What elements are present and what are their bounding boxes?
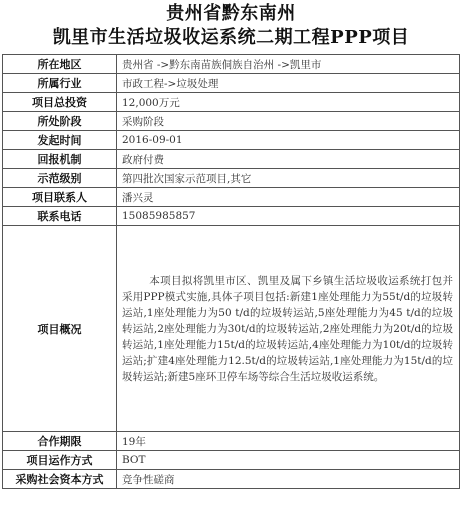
table-row <box>3 188 460 207</box>
row-label-region: 所在地区 <box>3 55 117 74</box>
row-value-operation-mode: BOT <box>117 451 460 470</box>
row-value-term: 19年 <box>117 432 460 451</box>
row-label-operation-mode: 项目运作方式 <box>3 451 117 470</box>
row-value-demo-level: 第四批次国家示范项目,其它 <box>117 169 460 188</box>
table-row <box>3 451 460 470</box>
title-line-1: 贵州省黔东南州 <box>166 3 296 24</box>
row-value-phone: 15085985857 <box>117 207 460 226</box>
row-value-industry: 市政工程->垃圾处理 <box>117 74 460 93</box>
table-row <box>3 112 460 131</box>
row-label-start-date: 发起时间 <box>3 131 117 150</box>
table-row <box>3 470 460 489</box>
table-row <box>3 169 460 188</box>
document-title <box>0 0 462 50</box>
title-line-2: 凯里市生活垃圾收运系统二期工程PPP项目 <box>52 27 410 48</box>
row-value-return-mechanism: 政府付费 <box>117 150 460 169</box>
row-label-overview: 项目概况 <box>3 226 117 432</box>
table-row <box>3 432 460 451</box>
table-row <box>3 150 460 169</box>
row-label-return-mechanism: 回报机制 <box>3 150 117 169</box>
row-value-investment: 12,000万元 <box>117 93 460 112</box>
project-info-table <box>2 54 460 489</box>
row-value-contact: 潘兴灵 <box>117 188 460 207</box>
row-label-demo-level: 示范级别 <box>3 169 117 188</box>
table-row <box>3 93 460 112</box>
table-row <box>3 207 460 226</box>
table-row <box>3 74 460 93</box>
row-label-phone: 联系电话 <box>3 207 117 226</box>
table-row <box>3 131 460 150</box>
row-label-investment: 项目总投资 <box>3 93 117 112</box>
row-value-start-date: 2016-09-01 <box>117 131 460 150</box>
row-label-stage: 所处阶段 <box>3 112 117 131</box>
row-label-industry: 所属行业 <box>3 74 117 93</box>
table-row <box>3 226 460 432</box>
table-row <box>3 55 460 74</box>
row-value-procurement-method: 竞争性磋商 <box>117 470 460 489</box>
row-value-stage: 采购阶段 <box>117 112 460 131</box>
row-value-overview: 本项目拟将凯里市区、凯里及属下乡镇生活垃圾收运系统打包并采用PPP模式实施,具体子项目包括:新建1座处理能力为55t/d的垃圾转运站,1座处理能力为50 t/d的垃圾转运站,5座处理能力为45 t/d的垃圾转运站,2座处理能力为30t/d的垃圾转运站,2座处理能力为20t/d的垃圾转运站,1座处理能力15t/d的垃圾转运站,4座处理能力为10t/d的垃圾转运站;扩建4座处理能力12.5t/d的垃圾转运站,1座处理能力为15t/d的垃圾转运站;新建5座环卫停车场等综合生活垃圾收运系统。 <box>117 226 460 432</box>
row-label-term: 合作期限 <box>3 432 117 451</box>
row-value-region: 贵州省 ->黔东南苗族侗族自治州 ->凯里市 <box>117 55 460 74</box>
row-label-procurement-method: 采购社会资本方式 <box>3 470 117 489</box>
row-label-contact: 项目联系人 <box>3 188 117 207</box>
